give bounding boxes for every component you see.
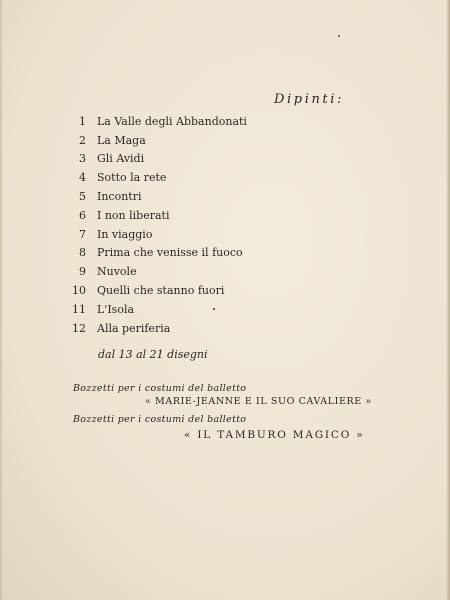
page-edge-left xyxy=(0,0,3,600)
item-title: Nuvole xyxy=(97,265,137,279)
list-item xyxy=(64,187,247,206)
item-number: 5 xyxy=(79,190,86,204)
item-title: Quelli che stanno fuori xyxy=(97,284,225,298)
item-title: Prima che venisse il fuoco xyxy=(97,246,243,260)
drawings-note: dal 13 al 21 disegni xyxy=(98,348,208,361)
item-title: L'Isola xyxy=(97,302,135,316)
list-item xyxy=(64,319,247,338)
item-title: Alla periferia xyxy=(97,321,171,335)
item-title: Sotto la rete xyxy=(97,171,167,185)
item-number: 1 xyxy=(79,114,86,128)
item-number: 3 xyxy=(79,152,86,166)
list-item xyxy=(64,206,247,225)
item-number: 11 xyxy=(72,302,86,316)
item-number: 6 xyxy=(79,208,86,222)
paper-speck xyxy=(338,35,340,37)
item-title: I non liberati xyxy=(97,208,170,222)
list-item xyxy=(64,150,247,169)
sketch-title: « IL TAMBURO MAGICO » xyxy=(184,429,365,441)
list-item xyxy=(64,225,247,244)
list-item xyxy=(64,244,247,263)
list-item xyxy=(64,281,247,300)
item-title: Gli Avidi xyxy=(97,152,145,166)
item-number: 12 xyxy=(72,321,86,335)
item-title: La Valle degli Abbandonati xyxy=(97,114,247,128)
item-number: 10 xyxy=(72,284,86,298)
item-title: La Maga xyxy=(97,133,146,147)
paintings-list xyxy=(64,112,247,338)
item-number: 7 xyxy=(79,227,86,241)
list-item xyxy=(64,262,247,281)
section-heading: Dipinti: xyxy=(274,92,344,107)
list-item xyxy=(64,300,247,319)
item-number: 4 xyxy=(79,171,86,185)
item-number: 8 xyxy=(79,246,86,260)
item-number: 2 xyxy=(79,133,86,147)
list-item xyxy=(64,131,247,150)
item-title: In viaggio xyxy=(97,227,153,241)
item-title: Incontri xyxy=(97,190,142,204)
sketch-title: « MARIE-JEANNE E IL SUO CAVALIERE » xyxy=(145,396,372,407)
sketch-caption: Bozzetti per i costumi del balletto xyxy=(73,414,247,425)
list-item xyxy=(64,168,247,187)
page-edge-right xyxy=(446,0,450,600)
sketch-caption: Bozzetti per i costumi del balletto xyxy=(73,383,247,394)
item-number: 9 xyxy=(79,265,86,279)
list-item xyxy=(64,112,247,131)
